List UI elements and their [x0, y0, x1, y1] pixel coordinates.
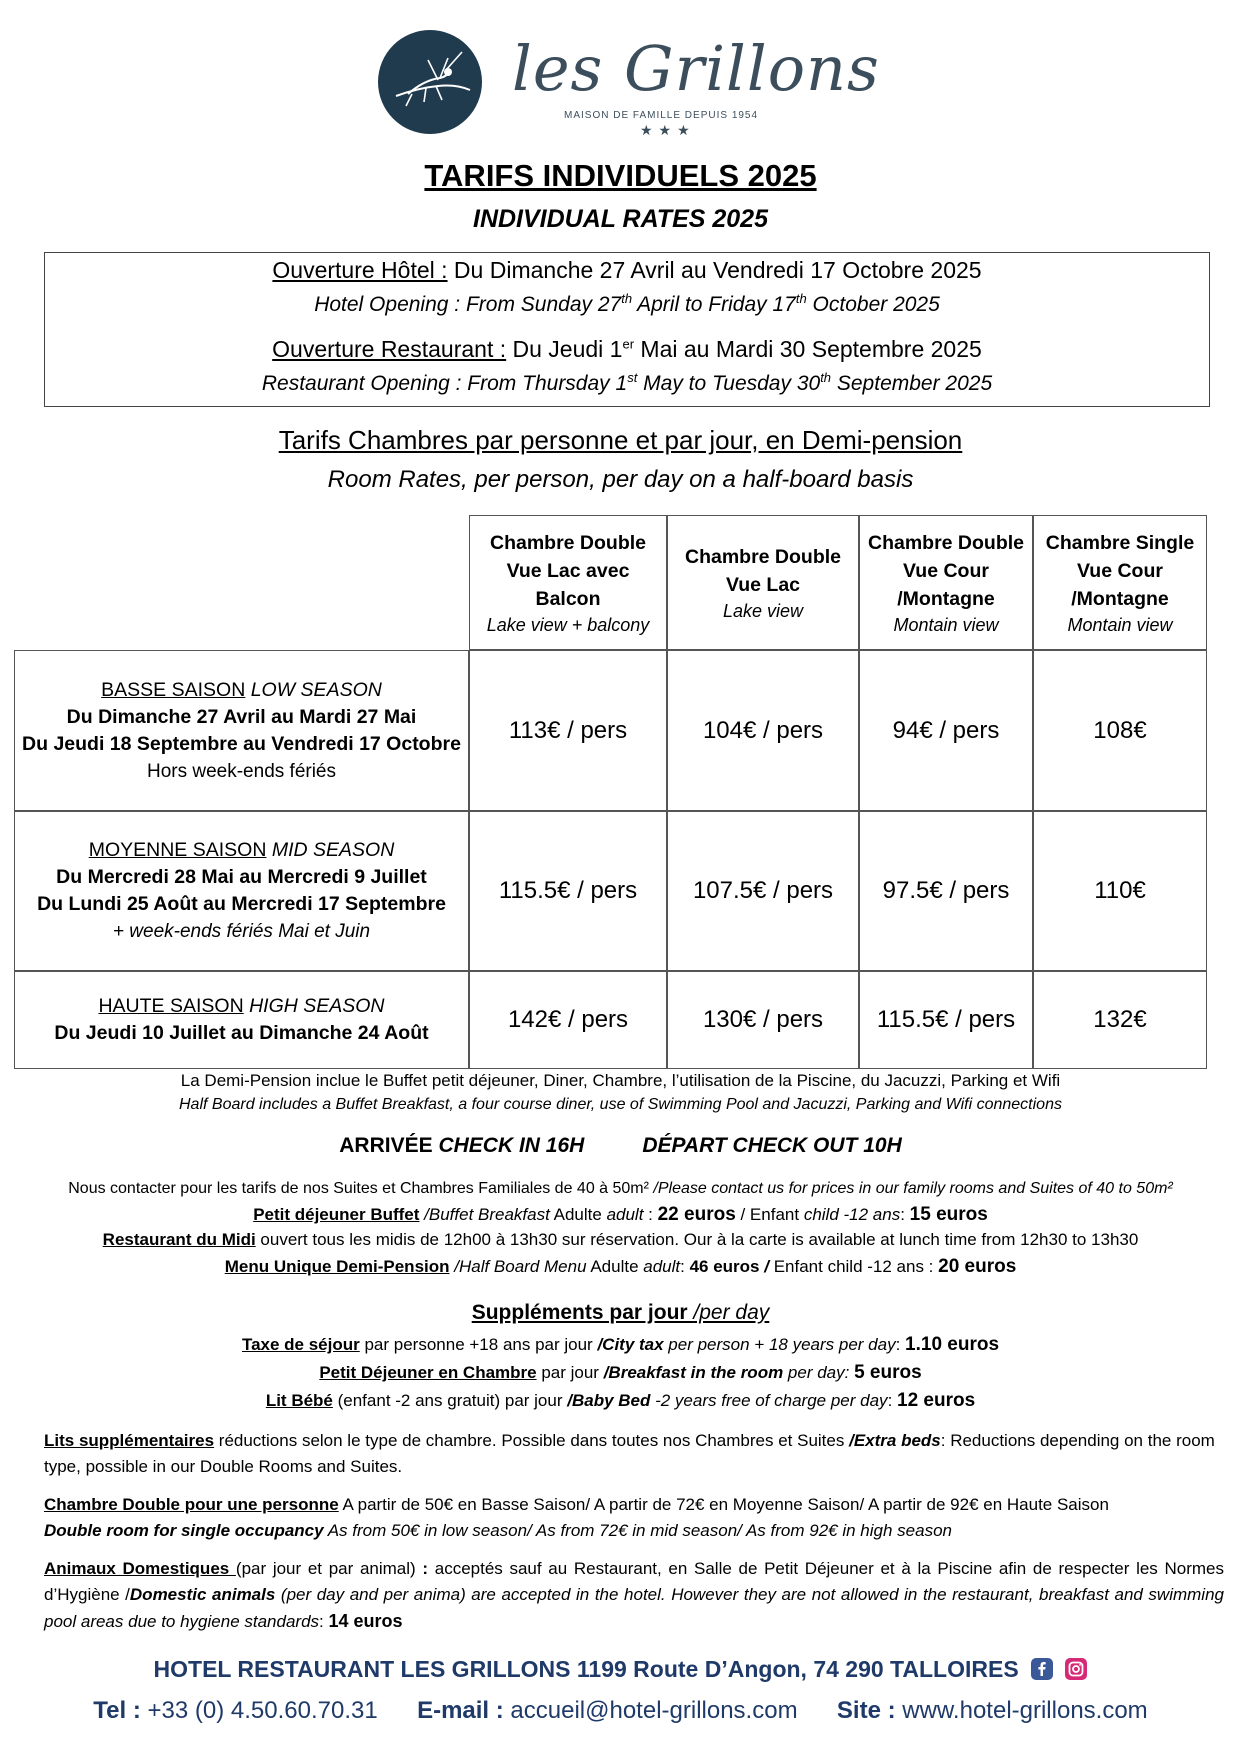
- season-high-label: HAUTE SAISON HIGH SEASON Du Jeudi 10 Juillet au Dimanche 24 Août: [14, 971, 469, 1069]
- hotel-logo: [378, 30, 880, 142]
- footer-address: HOTEL RESTAURANT LES GRILLONS 1199 Route D’Angon, 74 290 TALLOIRES: [0, 1656, 1241, 1683]
- rates-title-fr: Tarifs Chambres par personne et par jour, en Demi-pension: [278, 425, 963, 455]
- restaurant-opening-fr: Ouverture Restaurant : Du Jeudi 1er Mai au Mardi 30 Septembre 2025: [272, 336, 982, 362]
- season-low-label: BASSE SAISON LOW SEASON Du Dimanche 27 Avril au Mardi 27 Mai Du Jeudi 18 Septembre au Vendredi 17 Octobre Hors week-ends fériés: [14, 650, 469, 811]
- baby-bed-line: Lit Bébé (enfant -2 ans gratuit) par jour /Baby Bed -2 years free of charge per day: 12 euros: [265, 1390, 976, 1411]
- checkin-checkout: ARRIVÉE CHECK IN 16H DÉPART CHECK OUT 10H: [339, 1134, 902, 1157]
- supplements-title: Suppléments par jour /per day: [471, 1301, 770, 1324]
- hotel-opening-en: Hotel Opening : From Sunday 27th April to Friday 17th October 2025: [314, 291, 940, 316]
- extra-beds-paragraph: Lits supplémentaires réductions selon le type de chambre. Possible dans toutes nos Chambres et Suites /Extra beds: Reductions depending on the room type, possible in our Double Rooms and Suites.: [44, 1431, 1215, 1476]
- single-occupancy-paragraph: Chambre Double pour une personne A partir de 50€ en Basse Saison/ A partir de 72€ en Moyenne Saison/ A partir de 92€ en Haute Saison Double room for single occupancy As from 50€ in low season/ As from 72€ in mid season/ As from 92€ in high season: [44, 1495, 1109, 1540]
- logo-name: les Grillons: [512, 32, 880, 105]
- suites-info: Nous contacter pour les tarifs de nos Suites et Chambres Familiales de 40 à 50m² /Please contact us for prices in our family rooms and Suites of 40 to 50m²: [68, 1180, 1173, 1197]
- price-cell: 142€ / pers: [469, 971, 667, 1069]
- price-cell: 110€: [1033, 811, 1207, 971]
- restaurant-opening-en: Restaurant Opening : From Thursday 1st May to Tuesday 30th September 2025: [261, 370, 993, 395]
- page-subtitle: INDIVIDUAL RATES 2025: [473, 205, 768, 233]
- opening-dates-box: [44, 252, 1210, 407]
- price-cell: 97.5€ / pers: [859, 811, 1033, 971]
- star-rating: ★★★: [640, 122, 696, 138]
- season-mid-label: MOYENNE SAISON MID SEASON Du Mercredi 28 Mai au Mercredi 9 Juillet Du Lundi 25 Août au Mercredi 17 Septembre + week-ends fériés Mai et Juin: [14, 811, 469, 971]
- halfboard-info-en: Half Board includes a Buffet Breakfast, a four course diner, use of Swimming Pool and Jacuzzi, Parking and Wifi connections: [179, 1096, 1062, 1113]
- halfboard-menu-line: Menu Unique Demi-Pension /Half Board Menu Adulte adult: 46 euros / Enfant child -12 ans : 20 euros: [224, 1256, 1017, 1277]
- price-cell: 113€ / pers: [469, 650, 667, 811]
- price-cell: 94€ / pers: [859, 650, 1033, 811]
- halfboard-info-fr: La Demi-Pension inclue le Buffet petit déjeuner, Diner, Chambre, l’utilisation de la Piscine, du Jacuzzi, Parking et Wifi: [180, 1071, 1061, 1090]
- email-link[interactable]: accueil@hotel-grillons.com: [503, 1697, 798, 1724]
- header-single-mountain: Chambre Single Vue Cour /Montagne Montain view: [1033, 515, 1207, 650]
- cricket-emblem-icon: [378, 30, 482, 134]
- header-double-mountain: Chambre Double Vue Cour /Montagne Montain view: [859, 515, 1033, 650]
- price-cell: 108€: [1033, 650, 1207, 811]
- price-cell: 132€: [1033, 971, 1207, 1069]
- price-cell: 115.5€ / pers: [859, 971, 1033, 1069]
- page-title: TARIFS INDIVIDUELS 2025: [424, 158, 817, 193]
- instagram-icon[interactable]: [1065, 1658, 1087, 1680]
- lunch-info-line: Restaurant du Midi ouvert tous les midis de 12h00 à 13h30 sur réservation. Our à la carte is available at lunch time from 12h30 to 13h30: [102, 1230, 1139, 1249]
- website-link[interactable]: www.hotel-grillons.com: [895, 1697, 1148, 1724]
- price-cell: 107.5€ / pers: [667, 811, 859, 971]
- facebook-icon[interactable]: [1031, 1658, 1053, 1680]
- price-cell: 115.5€ / pers: [469, 811, 667, 971]
- room-breakfast-line: Petit Déjeuner en Chambre par jour /Breakfast in the room per day: 5 euros: [319, 1362, 922, 1383]
- footer-contact: Tel : +33 (0) 4.50.60.70.31 E-mail : accueil@hotel-grillons.com Site : www.hotel-grillons.com: [93, 1697, 1148, 1724]
- logo-tagline: MAISON DE FAMILLE DEPUIS 1954: [564, 110, 759, 121]
- header-double-lake: Chambre Double Vue Lac Lake view: [667, 515, 859, 650]
- city-tax-line: Taxe de séjour par personne +18 ans par jour /City tax per person + 18 years per day: 1.10 euros: [241, 1334, 1000, 1355]
- phone-link[interactable]: +33 (0) 4.50.60.70.31: [140, 1697, 378, 1724]
- breakfast-price-line: Petit déjeuner Buffet /Buffet Breakfast Adulte adult : 22 euros / Enfant child -12 ans: 15 euros: [253, 1204, 988, 1225]
- rates-title-en: Room Rates, per person, per day on a half-board basis: [327, 466, 914, 493]
- price-cell: 130€ / pers: [667, 971, 859, 1069]
- header-double-lake-balcony: Chambre Double Vue Lac avec Balcon Lake view + balcony: [469, 515, 667, 650]
- pets-paragraph: Animaux Domestiques (par jour et par animal) : acceptés sauf au Restaurant, en Salle de Petit Déjeuner et à la Piscine afin de respecter les Normes d’Hygiène /Domestic animals (per day and per anima) are accepted in the hotel. However they are not allowed in the restaurant, breakfast and swimming pool areas due to hygiene standards: 14 euros: [44, 1559, 1224, 1631]
- price-cell: 104€ / pers: [667, 650, 859, 811]
- hotel-opening-fr: Ouverture Hôtel : Du Dimanche 27 Avril au Vendredi 17 Octobre 2025: [272, 257, 982, 283]
